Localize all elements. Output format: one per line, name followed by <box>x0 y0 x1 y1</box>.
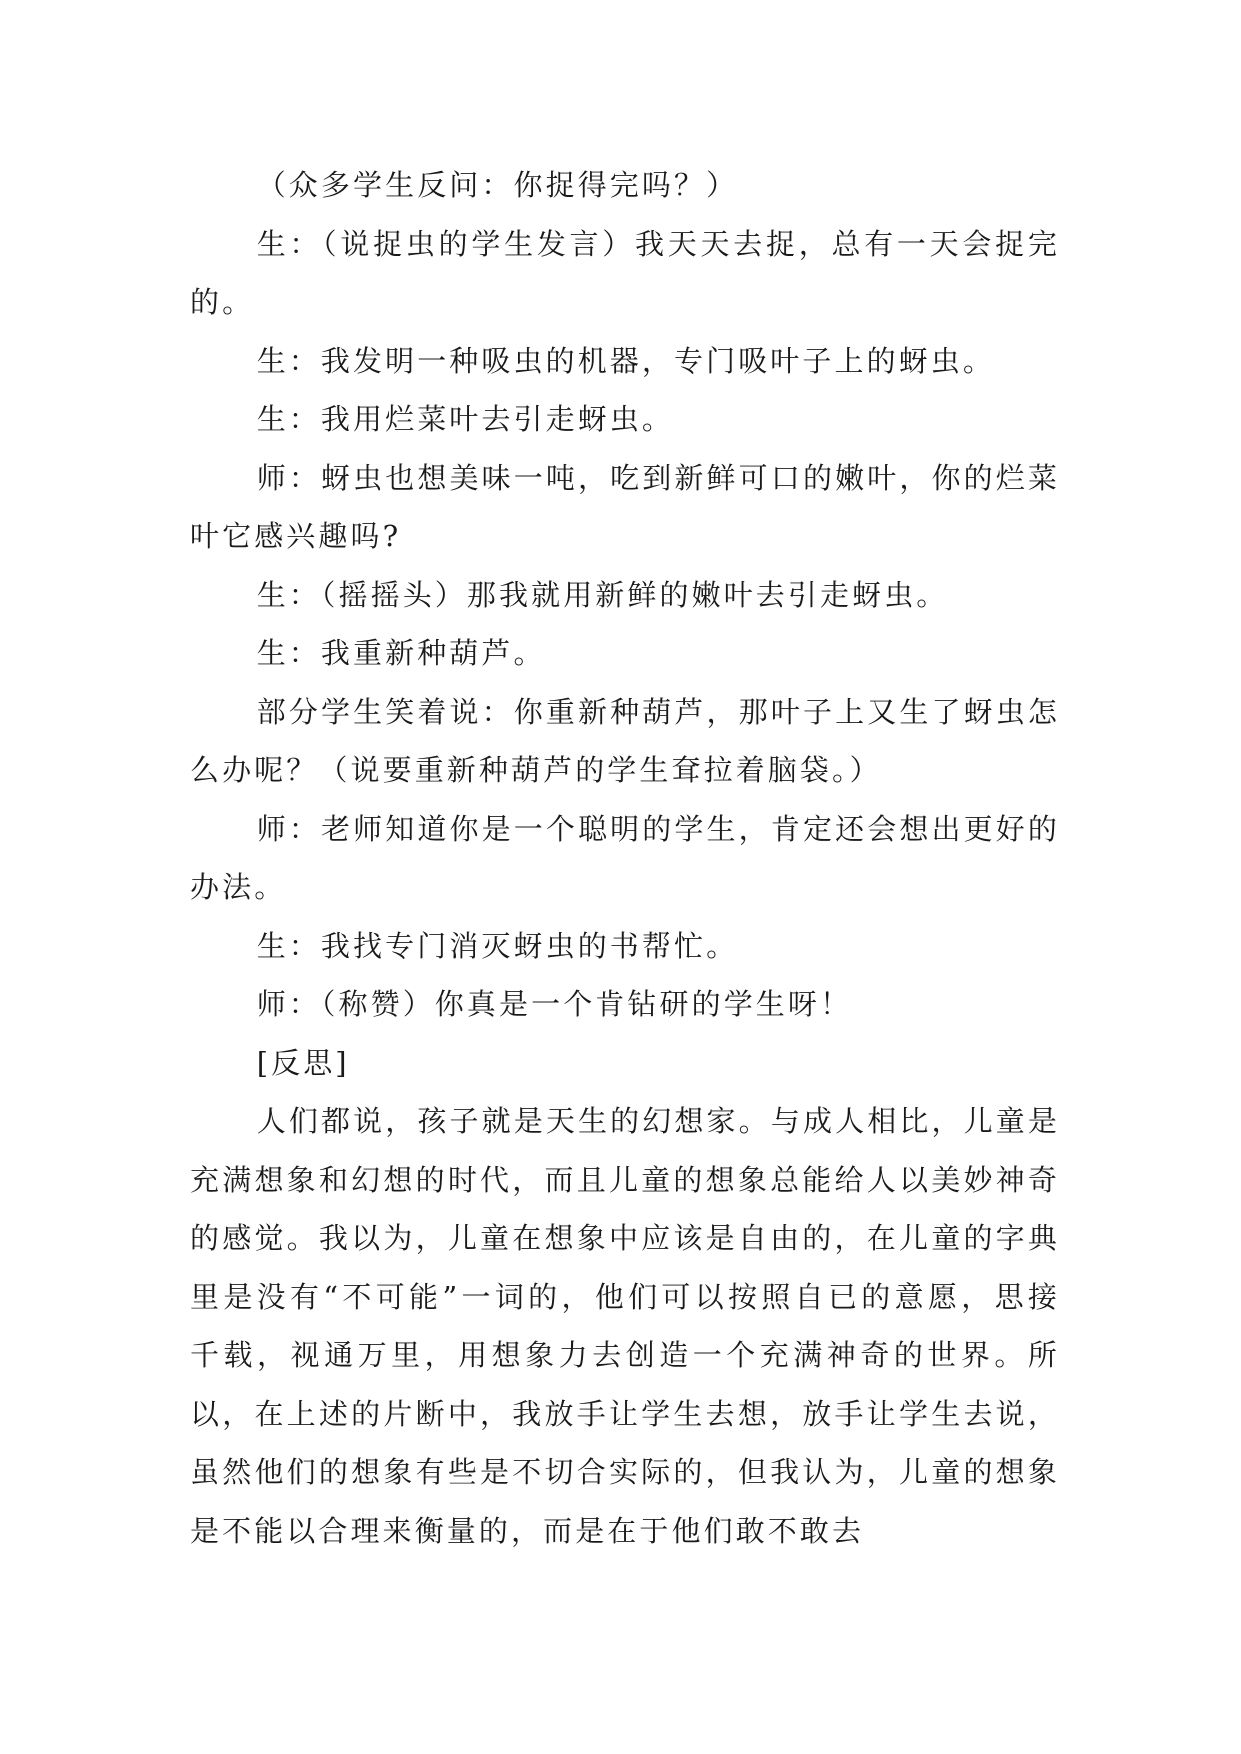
paragraph: 师：（称赞）你真是一个肯钻研的学生呀！ <box>256 987 853 1021</box>
paragraph: 师：老师知道你是一个聪明的学生，肯定还会想出更好的办法。 <box>190 811 1060 904</box>
paragraph: 生：（摇摇头）那我就用新鲜的嫩叶去引走蚜虫。 <box>256 577 949 612</box>
paragraph: 生：我发明一种吸虫的机器，专门吸叶子上的蚜虫。 <box>256 343 995 378</box>
paragraph: 师：蚜虫也想美味一吨，吃到新鲜可口的嫩叶，你的烂菜叶它感兴趣吗? <box>190 460 1060 553</box>
paragraph: 生：我找专门消灭蚜虫的书帮忙。 <box>256 928 739 963</box>
paragraph: 生：（说捉虫的学生发言）我天天去捉，总有一天会捉完的。 <box>190 226 1060 319</box>
paragraph: 生：我用烂菜叶去引走蚜虫。 <box>256 402 674 436</box>
paragraph: 生：我重新种葫芦。 <box>256 636 546 670</box>
section-heading: [反思] <box>256 1045 350 1080</box>
document-body <box>190 156 1060 1560</box>
paragraph: 人们都说，孩子就是天生的幻想家。与成人相比，儿童是充满想象和幻想的时代，而且儿童的想象总能给人以美妙神奇的感觉。我以为，儿童在想象中应该是自由的，在儿童的字典里是没有“不可能”一词的，他们可以按照自已的意愿，思接千载，视通万里，用想象力去创造一个充满神奇的世界。所以，在上述的片断中，我放手让学生去想，放手让学生去说，虽然他们的想象有些是不切合实际的，但我认为，儿童的想象是不能以合理来衡量的，而是在于他们敢不敢去 <box>190 1104 1060 1548</box>
paragraph: （众多学生反问：你捉得完吗？） <box>256 168 739 202</box>
paragraph: 部分学生笑着说：你重新种葫芦，那叶子上又生了蚜虫怎么办呢？（说要重新种葫芦的学生耷拉着脑袋。） <box>190 694 1060 787</box>
